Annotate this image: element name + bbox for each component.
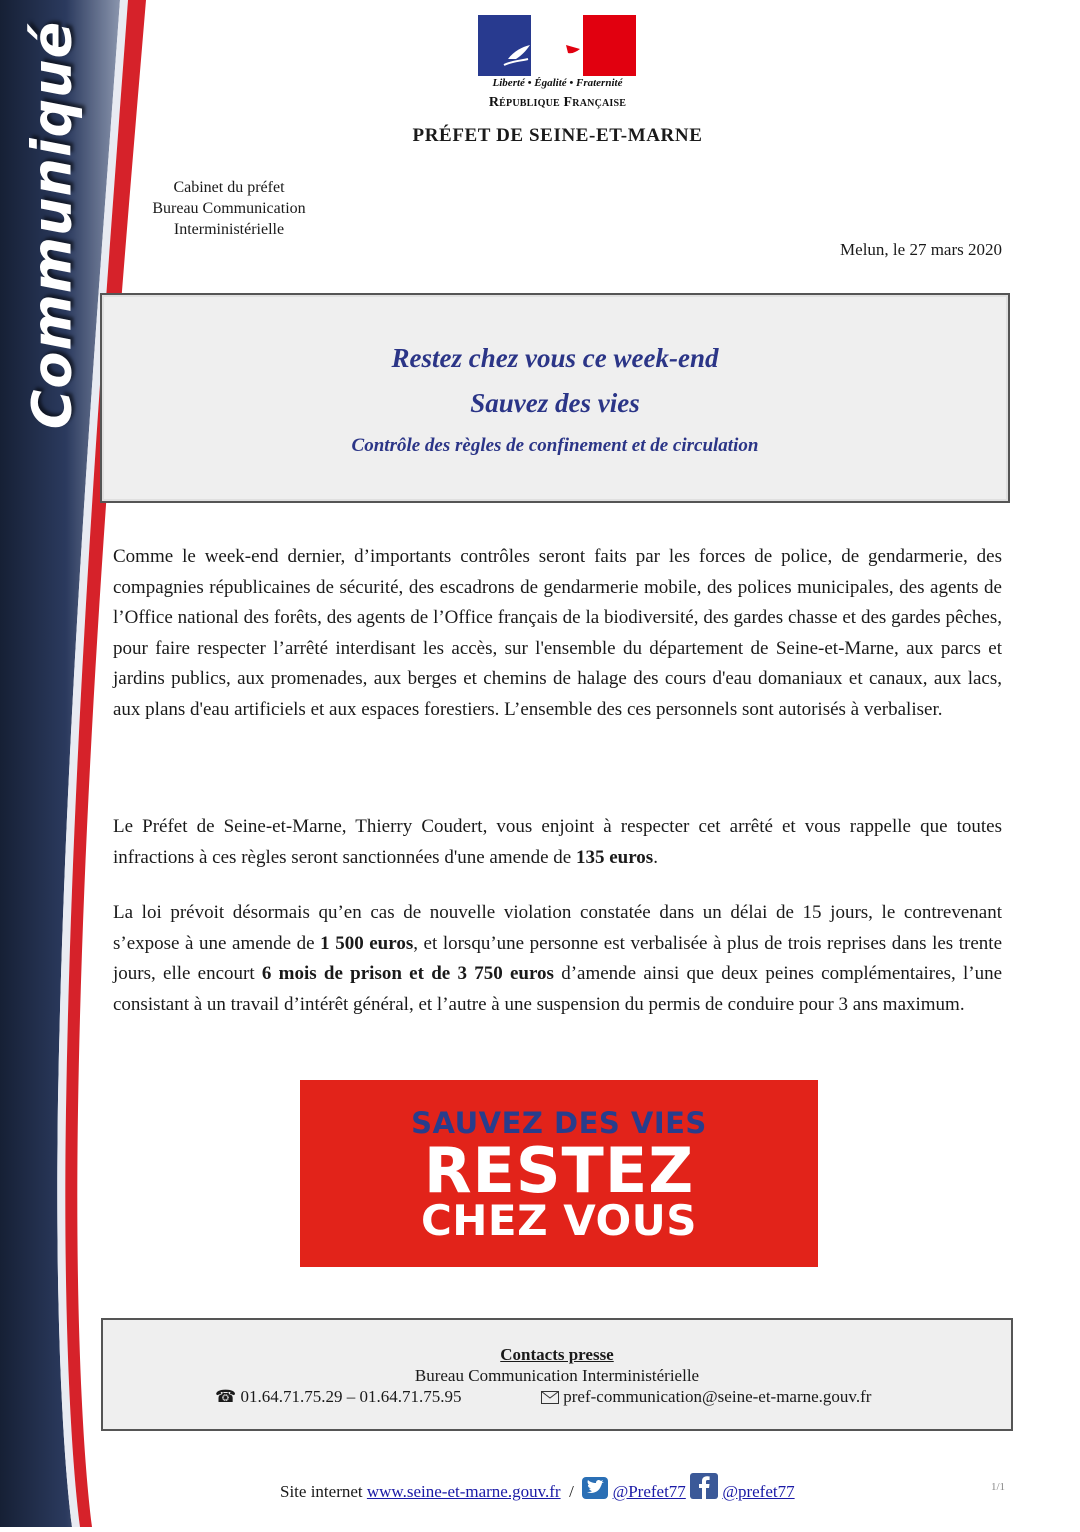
contacts-email[interactable] [541,1387,871,1407]
title-box [100,293,1010,503]
repeat-fine-amount: 1 500 euros [320,932,414,954]
contacts-office: Bureau Communication Interministérielle [414,1366,700,1385]
marianne-logo [478,15,636,76]
body-paragraph-1: Comme le week-end dernier, d’importants contrôles seront faits par les forces de police, de gendarmerie, des compagnies républicaines de sécurité, des escadrons de gendarmerie mobile, des polices municipales, des agents de l’Office national des forêts, des agents de l’Office français de la biodiversité, des gardes chasse et des gardes pêches, pour faire respecter l’arrêté interdisant les accès, sur l'ensemble du département de Seine-et-Marne, aux parcs et jardins publics, aux promenades, aux berges et chemins de halage des cours d'eau domaniaux et canaux, aux lacs, aux plans d'eau artificiels et aux espaces forestiers. L’ensemble des ces personnels sont autorisés à verbaliser. [113,546,1002,720]
title-caption: Contrôle des règles de confinement et de circulation [351,435,759,456]
prison-penalty: 6 mois de prison et de 3 750 euros [261,963,554,985]
footer [280,1473,795,1502]
contacts-heading: Contacts presse [500,1345,614,1364]
prefecture-name: PRÉFET DE SEINE-ET-MARNE [412,125,703,146]
contacts-phones [215,1387,461,1407]
page-number: 1/1 [991,1481,1006,1493]
office-block [120,177,338,240]
email-address[interactable]: pref-communication@seine-et-marne.gouv.fr [563,1387,872,1406]
text-run: Le Préfet de Seine-et-Marne, Thierry Coudert, vous enjoint à respecter cet arrêté et vous rappelle que toutes infractions à ces règles seront sanctionnées d'une amende de [113,816,1002,868]
site-link[interactable]: www.seine-et-marne.gouv.fr [366,1482,561,1501]
phone-numbers: 01.64.71.75.29 – 01.64.71.75.95 [240,1387,462,1406]
body-paragraph-3 [113,898,1002,1020]
twitter-link[interactable]: @Prefet77 [612,1482,686,1501]
headline: Restez chez vous ce week-end [391,343,719,373]
campaign-banner [300,1080,818,1267]
text-run: d’amende ainsi que deux peines complémentaires, l’une consistant à un travail d’intérêt général, et l’autre à une suspension du permis de conduire pour 3 ans maximum. [113,963,1003,1015]
office-line: Interministérielle [173,221,285,238]
dateline: Melun, le 27 mars 2020 [840,240,1002,259]
fine-amount: 135 euros [575,846,654,868]
communique-label: Communiqué [20,20,84,430]
banner-line-2: RESTEZ [423,1134,695,1207]
facebook-link[interactable]: @prefet77 [722,1482,795,1501]
text-run: . [653,846,658,868]
site-label: Site internet [280,1482,363,1501]
phone-icon: ☎ [215,1387,237,1406]
republic-name: République Française [488,95,627,110]
office-line: Cabinet du préfet [173,179,285,196]
footer-separator: / [569,1482,574,1501]
press-contacts-box [101,1318,1013,1431]
facebook-icon[interactable] [690,1473,718,1499]
twitter-icon[interactable] [582,1477,608,1499]
banner-line-1: SAUVEZ DES VIES [411,1106,707,1140]
office-line: Bureau Communication [152,200,306,217]
text-run: , et lorsqu’une personne est verbalisée à plus de trois reprises dans les trente jours, elle encourt [113,932,1002,985]
banner-line-3: CHEZ VOUS [420,1196,698,1245]
body-paragraph-2 [113,812,1002,873]
subheadline: Sauvez des vies [470,388,640,418]
envelope-icon [541,1391,559,1404]
text-run: La loi prévoit désormais qu’en cas de nouvelle violation constatée dans un délai de 15 jours, le contrevenant s’expose à une amende de [113,902,1002,954]
republic-motto: Liberté • Égalité • Fraternité [492,77,623,89]
